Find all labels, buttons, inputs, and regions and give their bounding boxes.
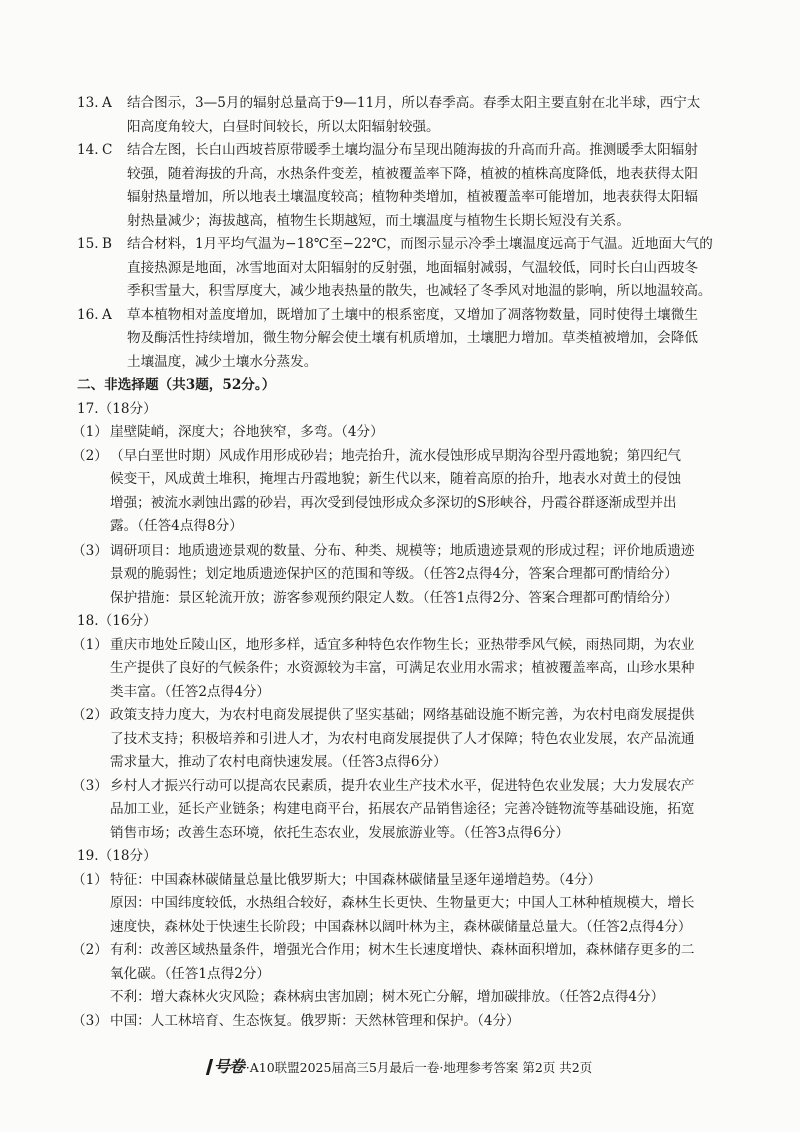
answer-line: 速度快，森林处于快速生长阶段；中国森林以阔叶林为主，森林碳储量总量大。（任答2点得4分） (110, 919, 692, 935)
explanation-line: 结合图示，3—5月的辐射总量高于9—11月，所以春季高。春季太阳主要直射在北半球，西宁太 (127, 95, 701, 111)
question-number: 15. (77, 236, 99, 252)
answer-line: （早白垩世时期）风成作用形成砂岩；地壳抬升，流水侵蚀形成早期沟谷型丹霞地貌；第四纪气 (110, 448, 681, 464)
answer-line: 品加工业，延长产业链条；构建电商平台，拓展农产品销售途径；完善冷链物流等基础设施，拓宽 (110, 801, 695, 817)
footer-text: ·A10联盟2025届高三5月最后一卷·地理参考答案 第2页 共2页 (245, 1060, 593, 1075)
answer-line: 重庆市地处丘陵山区，地形多样，适宜多种特色农作物生长；亚热带季风气候，雨热同期，为农业 (110, 637, 695, 653)
part-label: （2） (72, 448, 108, 464)
question-header: 19.（18分） (77, 848, 157, 864)
explanation-line: 物及酶活性持续增加，微生物分解会使土壤有机质增加，土壤肥力增加。草类植被增加，会降低 (127, 330, 698, 346)
question-number: 14. (77, 142, 99, 158)
answer-line: 有利：改善区域热量条件，增强光合作用；树木生长速度增快、森林面积增加，森林储存更多的二 (110, 942, 695, 958)
explanation-line: 土壤温度，减少土壤水分蒸发。 (127, 354, 318, 370)
part-label: （1） (72, 872, 108, 888)
answer-line: 增强；被流水剥蚀出露的砂岩，再次受到侵蚀形成众多深切的S形峡谷，丹霞谷群逐渐成型并出 (110, 495, 677, 511)
answer-line: 政策支持力度大，为农村电商发展提供了坚实基础；网络基础设施不断完善，为农村电商发展提供 (110, 707, 695, 723)
answer-letter: A (102, 95, 112, 111)
explanation-line: 草本植物相对盖度增加，既增加了土壤中的根系密度，又增加了凋落物数量，同时使得土壤微生 (127, 307, 698, 323)
answer-line: 乡村人才振兴行动可以提高农民素质，提升农业生产技术水平，促进特色农业发展；大力发展农产 (110, 778, 695, 794)
explanation-line: 射热量减少；海拔越高，植物生长期越短，而土壤温度与植物生长期长短没有关系。 (127, 213, 630, 229)
explanation-line: 较强，随着海拔的升高，水热条件变差，植被覆盖率下降，植被的植株高度降低，地表获得太阳 (127, 166, 698, 182)
question-number: 16. (77, 307, 99, 323)
answer-line: 需求量大，推动了农村电商快速发展。（任答3点得6分） (110, 754, 447, 770)
answer-line: 露。（任答4点得8分） (110, 518, 243, 534)
explanation-line: 季积雪量大，积雪厚度大，减少地表热量的散失，也减轻了冬季风对地温的影响，所以地温较高。 (127, 283, 712, 299)
question-number: 13. (77, 95, 99, 111)
part-label: （1） (72, 637, 108, 653)
part-label: （3） (72, 1013, 108, 1029)
section-title: 二、非选择题（共3题，52分。） (77, 377, 276, 393)
question-header: 17.（18分） (77, 401, 157, 417)
answer-line: 生产提供了良好的气候条件；水资源较为丰富，可满足农业用水需求；植被覆盖率高，山珍水果种 (110, 660, 695, 676)
answer-line: 销售市场；改善生态环境，依托生态农业，发展旅游业等。（任答3点得6分） (110, 825, 570, 841)
part-label: （2） (72, 942, 108, 958)
page-footer (0, 1058, 800, 1077)
answer-letter: B (102, 236, 112, 252)
explanation-line: 辐射热量增加，所以地表土壤温度较高；植物种类增加，植被覆盖率可能增加，地表获得太阳辐 (127, 189, 698, 205)
answer-line: 了技术支持；积极培养和引进人才，为农村电商发展提供了人才保障；特色农业发展，农产品流通 (110, 731, 695, 747)
answer-line: 原因：中国纬度较低，水热组合较好，森林生长更快、生物量更大；中国人工林种植规模大，增长 (110, 895, 695, 911)
part-label: （2） (72, 707, 108, 723)
explanation-line: 阳高度角较大，白昼时间较长，所以太阳辐射较强。 (127, 119, 440, 135)
answer-line: 景观的脆弱性；划定地质遗迹保护区的范围和等级。（任答2点得4分，答案合理都可酌情给分） (110, 566, 678, 582)
answer-line: 不利：增大森林火灾风险；森林病虫害加剧；树木死亡分解，增加碳排放。（任答2点得4分） (110, 989, 665, 1005)
explanation-line: 结合左图，长白山西坡苔原带暖季土壤均温分布呈现出随海拔的升高而升高。推测暖季太阳辐射 (127, 142, 698, 158)
answer-line: 调研项目：地质遗迹景观的数量、分布、种类、规模等；地质遗迹景观的形成过程；评价地质遗迹 (110, 543, 695, 559)
answer-letter: C (102, 142, 113, 158)
explanation-line: 直接热源是地面，冰雪地面对太阳辐射的反射强，地面辐射减弱，气温较低，同时长白山西坡冬 (127, 260, 698, 276)
answer-line: 中国：人工林培育、生态恢复。俄罗斯：天然林管理和保护。（4分） (110, 1013, 520, 1029)
answer-line: 保护措施：景区轮流开放；游客参观预约限定人数。（任答1点得2分、答案合理都可酌情给分） (110, 590, 678, 606)
answer-line: 候变干，风成黄土堆积，掩埋古丹霞地貌；新生代以来，随着高原的抬升，地表水对黄土的侵蚀 (110, 471, 681, 487)
part-label: （1） (72, 424, 108, 440)
explanation-line: 结合材料，1月平均气温为−18℃至−22℃，而图示显示冷季土壤温度远高于气温。近地面大气的 (127, 236, 713, 252)
publisher-logo: 号卷 (208, 1058, 244, 1076)
part-label: （3） (72, 543, 108, 559)
answer-line: 类丰富。（任答2点得4分） (110, 684, 271, 700)
part-label: （3） (72, 778, 108, 794)
answer-line: 特征：中国森林碳储量总量比俄罗斯大；中国森林碳储量呈逐年递增趋势。（4分） (110, 872, 602, 888)
answer-line: 崖壁陡峭，深度大；谷地狭窄，多弯。（4分） (110, 424, 384, 440)
answer-letter: A (102, 307, 112, 323)
question-header: 18.（16分） (77, 613, 157, 629)
answer-line: 氧化碳。（任答1点得2分） (110, 966, 271, 982)
